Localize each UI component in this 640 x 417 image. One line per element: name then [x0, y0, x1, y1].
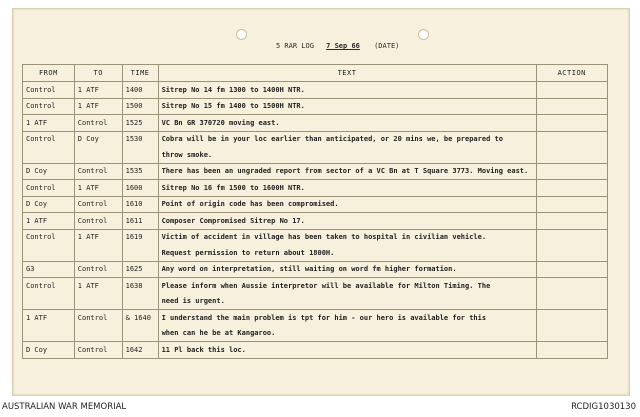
from-cell: 1 ATF — [23, 310, 75, 326]
text-cell: I understand the main problem is tpt for him - our hero is available for this — [158, 310, 536, 326]
to-cell: 1 ATF — [74, 180, 122, 197]
action-cell — [536, 147, 608, 163]
to-cell: Control — [74, 213, 122, 230]
action-cell — [536, 115, 608, 132]
time-cell: 1611 — [122, 213, 158, 230]
log-row — [23, 261, 608, 278]
time-cell: 1530 — [122, 131, 158, 147]
from-cell: D Coy — [23, 163, 75, 180]
log-date: 7 Sep 66 — [326, 42, 360, 50]
text-cell: Any word on interpretation, still waiting on word fm higher formation. — [158, 261, 536, 278]
action-cell — [536, 98, 608, 115]
date-label: (DATE) — [374, 42, 400, 50]
log-row — [23, 82, 608, 99]
from-cell: Control — [23, 98, 75, 115]
time-cell — [122, 294, 158, 310]
time-cell: 1400 — [122, 82, 158, 99]
text-cell: Sitrep No 15 fm 1400 to 1500H NTR. — [158, 98, 536, 115]
from-cell — [23, 326, 75, 342]
text-cell: Cobra will be in your loc earlier than anticipated, or 20 mins we, be prepared to — [158, 131, 536, 147]
action-cell — [536, 196, 608, 213]
time-cell — [122, 245, 158, 261]
from-cell: Control — [23, 229, 75, 245]
from-cell: 1 ATF — [23, 115, 75, 132]
text-cell: Point of origin code has been compromised. — [158, 196, 536, 213]
text-cell: There has been an ungraded report from sector of a VC Bn at T Square 3773. Moving east. — [158, 163, 536, 180]
log-row — [23, 196, 608, 213]
log-row — [23, 229, 608, 245]
to-cell: D Coy — [74, 131, 122, 147]
log-row — [23, 98, 608, 115]
archive-footer — [0, 400, 640, 417]
log-row — [23, 310, 608, 326]
from-cell: G3 — [23, 261, 75, 278]
action-cell — [536, 82, 608, 99]
archive-record-id: RCDIG1030130 — [571, 402, 636, 412]
from-cell: 1 ATF — [23, 213, 75, 230]
action-cell — [536, 261, 608, 278]
log-row-continuation — [23, 326, 608, 342]
time-cell: 1535 — [122, 163, 158, 180]
to-cell — [74, 326, 122, 342]
time-cell: 1619 — [122, 229, 158, 245]
action-cell — [536, 310, 608, 326]
text-cell: Victim of accident in village has been taken to hospital in civilian vehicle. — [158, 229, 536, 245]
to-cell: Control — [74, 261, 122, 278]
action-cell — [536, 294, 608, 310]
punch-hole — [236, 29, 247, 40]
col-header-from: FROM — [23, 65, 75, 82]
text-cell: Composer Compromised Sitrep No 17. — [158, 213, 536, 230]
from-cell — [23, 245, 75, 261]
to-cell: Control — [74, 115, 122, 132]
to-cell: 1 ATF — [74, 98, 122, 115]
log-row-continuation — [23, 294, 608, 310]
time-cell: 1610 — [122, 196, 158, 213]
time-cell: 1500 — [122, 98, 158, 115]
time-cell: 1525 — [122, 115, 158, 132]
log-row — [23, 180, 608, 197]
punch-hole — [418, 29, 429, 40]
log-row — [23, 131, 608, 147]
time-cell — [122, 326, 158, 342]
from-cell: D Coy — [23, 196, 75, 213]
time-cell: 1625 — [122, 261, 158, 278]
text-cell: Sitrep No 14 fm 1300 to 1400H NTR. — [158, 82, 536, 99]
time-cell: 1642 — [122, 342, 158, 359]
log-row — [23, 163, 608, 180]
to-cell: Control — [74, 342, 122, 359]
log-row — [23, 278, 608, 294]
text-cell: Request permission to return about 1800H. — [158, 245, 536, 261]
log-row-continuation — [23, 245, 608, 261]
log-row — [23, 213, 608, 230]
action-cell — [536, 245, 608, 261]
text-cell: VC Bn GR 370720 moving east. — [158, 115, 536, 132]
archive-name: AUSTRALIAN WAR MEMORIAL — [2, 402, 127, 412]
to-cell: Control — [74, 310, 122, 326]
text-cell: Sitrep No 16 fm 1500 to 1600H NTR. — [158, 180, 536, 197]
action-cell — [536, 213, 608, 230]
action-cell — [536, 163, 608, 180]
text-cell: Please inform when Aussie interpretor will be available for Milton Timing. The — [158, 278, 536, 294]
action-cell — [536, 229, 608, 245]
col-header-to: TO — [74, 65, 122, 82]
col-header-time: TIME — [122, 65, 158, 82]
text-cell: 11 Pl back this loc. — [158, 342, 536, 359]
from-cell: Control — [23, 180, 75, 197]
log-table — [22, 64, 608, 359]
log-row-continuation — [23, 147, 608, 163]
text-cell: when can he be at Kangaroo. — [158, 326, 536, 342]
header-row — [23, 65, 608, 82]
log-row — [23, 115, 608, 132]
from-cell: Control — [23, 131, 75, 147]
from-cell — [23, 147, 75, 163]
to-cell — [74, 294, 122, 310]
action-cell — [536, 180, 608, 197]
time-cell — [122, 147, 158, 163]
text-cell: need is urgent. — [158, 294, 536, 310]
col-header-text: TEXT — [158, 65, 536, 82]
to-cell: Control — [74, 163, 122, 180]
to-cell: 1 ATF — [74, 278, 122, 294]
from-cell — [23, 294, 75, 310]
action-cell — [536, 342, 608, 359]
to-cell: 1 ATF — [74, 229, 122, 245]
to-cell — [74, 147, 122, 163]
to-cell: 1 ATF — [74, 82, 122, 99]
to-cell: Control — [74, 196, 122, 213]
log-header — [276, 42, 399, 50]
col-header-action: ACTION — [536, 65, 608, 82]
log-row — [23, 342, 608, 359]
action-cell — [536, 278, 608, 294]
text-cell: throw smoke. — [158, 147, 536, 163]
from-cell: Control — [23, 278, 75, 294]
from-cell: D Coy — [23, 342, 75, 359]
time-cell: & 1640 — [122, 310, 158, 326]
action-cell — [536, 326, 608, 342]
time-cell: 1638 — [122, 278, 158, 294]
unit-log-title: 5 RAR LOG — [276, 42, 314, 50]
action-cell — [536, 131, 608, 147]
time-cell: 1600 — [122, 180, 158, 197]
from-cell: Control — [23, 82, 75, 99]
to-cell — [74, 245, 122, 261]
